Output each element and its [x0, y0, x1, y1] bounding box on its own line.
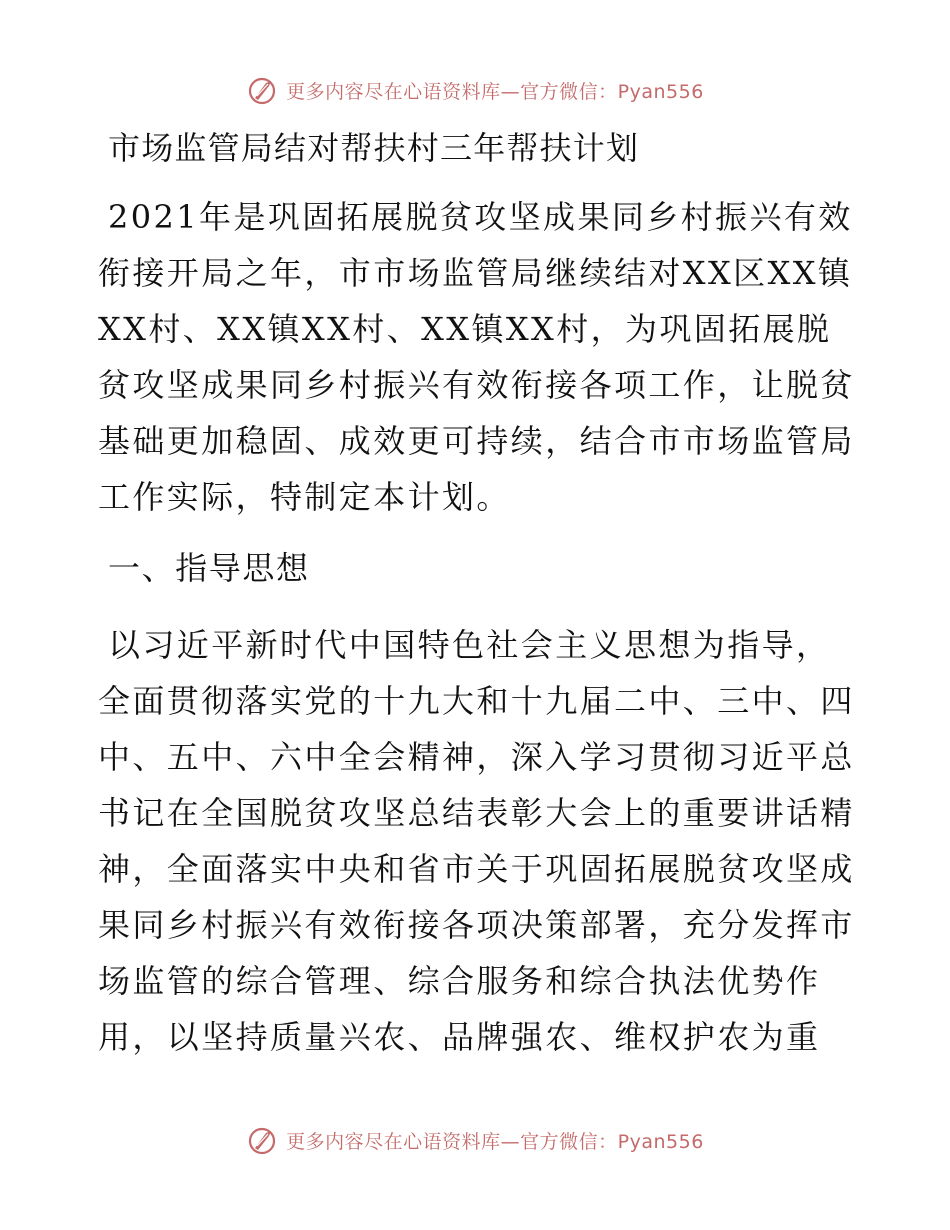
section-paragraph: 以习近平新时代中国特色社会主义思想为指导，全面贯彻落实党的十九大和十九届二中、三中、四中、五中、六中全会精神，深入学习贯彻习近平总书记在全国脱贫攻坚总结表彰大会上的重要讲话精神，全面落实中央和省市关于巩固拓展脱贫攻坚成果同乡村振兴有效衔接各项决策部署，充分发挥市场监管的综合管理、综合服务和综合执法优势作用，以坚持质量兴农、品牌强农、维权护农为重: [98, 626, 855, 1056]
watermark-text: 更多内容尽在心语资料库—官方微信：Pyan556: [286, 1130, 704, 1153]
quill-logo-icon: [246, 74, 278, 106]
intro-paragraph: 2021年是巩固拓展脱贫攻坚成果同乡村振兴有效衔接开局之年，市市场监管局继续结对XX区XX镇XX村、XX镇XX村、XX镇XX村，为巩固拓展脱贫攻坚成果同乡村振兴有效衔接各项工作，让脱贫基础更加稳固、成效更可持续，结合市市场监管局工作实际，特制定本计划。: [98, 198, 855, 516]
section-heading: 一、指导思想: [108, 549, 310, 587]
watermark-text: 更多内容尽在心语资料库—官方微信：Pyan556: [286, 80, 704, 103]
watermark-footer: [0, 1120, 950, 1160]
document-body: [98, 123, 858, 1065]
document-title: 市场监管局结对帮扶村三年帮扶计划: [108, 129, 640, 167]
quill-logo-icon: [246, 1124, 278, 1156]
watermark-header: [0, 70, 950, 110]
